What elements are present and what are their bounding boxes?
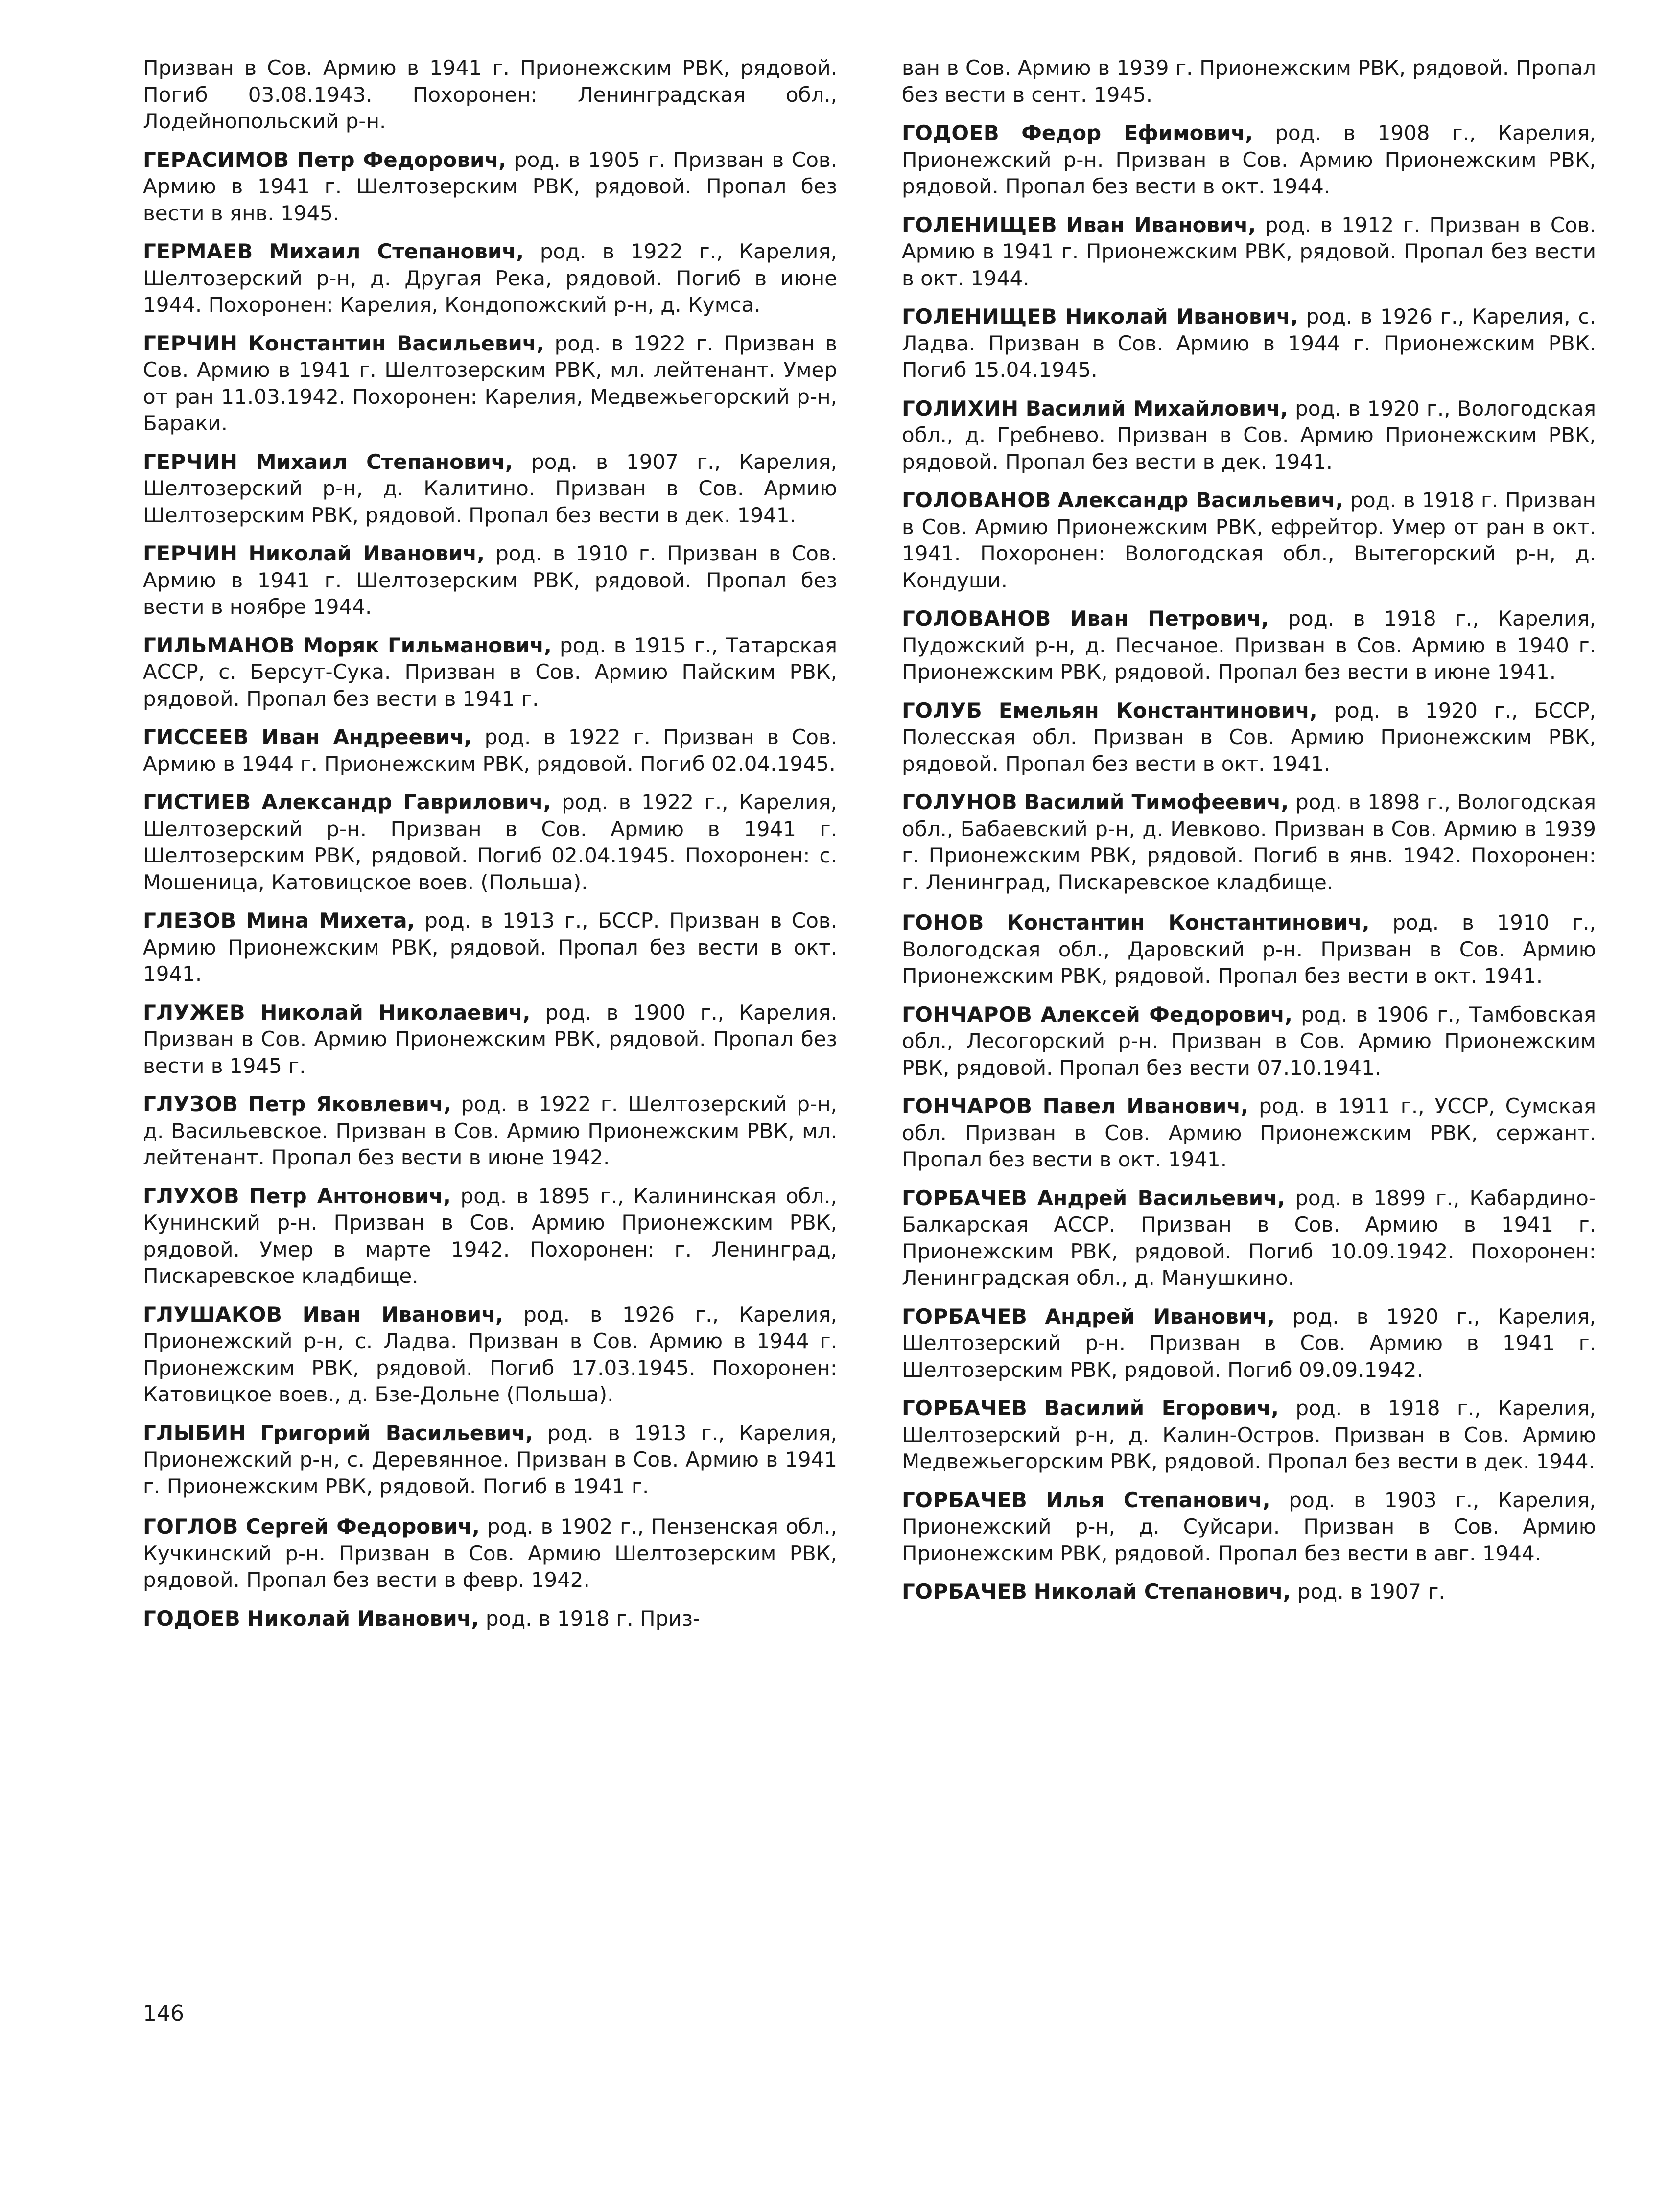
entry-text: род. в 1920 г., Вологодская обл., д. Гребнево. Призван в Сов. Армию Прионежским РВК, рядовой. Пропал без вести в дек. 1941. bbox=[902, 396, 1596, 474]
entry-surname: ГОДОЕВ bbox=[143, 1606, 241, 1630]
entry-text: род. в 1899 г., Кабардино-Балкарская АССР. Призван в Сов. Армию в 1941 г. Прионежским РВК, рядовой. Погиб 10.09.1942. Похоронен: Ленинградская обл., д. Манушкино. bbox=[902, 1186, 1596, 1290]
entry-names: Василий Егорович, bbox=[1044, 1396, 1279, 1420]
entry-surname: ГОРБАЧЕВ bbox=[902, 1580, 1028, 1604]
entry bbox=[143, 908, 837, 988]
entry-surname: ГИСТИЕВ bbox=[143, 790, 251, 814]
entry-text: род. в 1918 г., Карелия, Шелтозерский р-н, д. Калин-Остров. Призван в Сов. Армию Медвежьегорским РВК, рядовой. Пропал без вести в дек. 1944. bbox=[902, 1396, 1596, 1473]
entry-surname: ГОЛЕНИЩЕВ bbox=[902, 304, 1057, 328]
entry-text: род. в 1898 г., Вологодская обл., Бабаевский р-н, д. Иевково. Призван в Сов. Армию в 1939 г. Прионежским РВК, рядовой. Погиб в янв. 1942. Похоронен: г. Ленинград, Пискаревское кладбище. bbox=[902, 790, 1597, 894]
entry-surname: ГЛЫБИН bbox=[143, 1420, 246, 1445]
entry-text: род. в 1913 г., БССР. Призван в Сов. Армию Прионежским РВК, рядовой. Пропал без вести в окт. 1941. bbox=[143, 908, 838, 986]
entry-names: Иван Андреевич, bbox=[261, 725, 472, 749]
entry bbox=[143, 1513, 837, 1594]
entry-names: Иван Иванович, bbox=[302, 1302, 503, 1327]
entry-text: род. в 1922 г., Карелия, Шелтозерский р-н, д. Другая Река, рядовой. Погиб в июне 1944. Похоронен: Карелия, Кондопожский р-н, д. Кумса. bbox=[143, 239, 837, 317]
entry-surname: ГОНЧАРОВ bbox=[902, 1002, 1033, 1026]
entry bbox=[143, 1091, 837, 1171]
entry bbox=[902, 698, 1596, 778]
entry bbox=[143, 1302, 837, 1408]
entry bbox=[143, 147, 837, 227]
entry-surname: ГИССЕЕВ bbox=[143, 725, 249, 749]
entry-text: род. в 1926 г., Карелия, Прионежский р-н, с. Ладва. Призван в Сов. Армию в 1944 г. Прионежским РВК, рядовой. Погиб 17.03.1945. Похоронен: Катовицкое воев., д. Бзе-Дольне (Польша). bbox=[143, 1302, 838, 1406]
entry-text: род. в 1918 г. Приз- bbox=[485, 1606, 701, 1630]
entry bbox=[143, 1420, 837, 1500]
entry bbox=[902, 1093, 1596, 1173]
entry bbox=[143, 1183, 837, 1290]
entry-names: Николай Иванович, bbox=[247, 1606, 479, 1630]
entry-names: Константин Константинович, bbox=[1007, 910, 1370, 934]
entry-names: Константин Васильевич, bbox=[248, 331, 544, 355]
entry-surname: ГЛЕЗОВ bbox=[143, 908, 236, 932]
entry-names: Василий Тимофеевич, bbox=[1024, 790, 1289, 814]
entry-text: род. в 1910 г. Призван в Сов. Армию в 1941 г. Шелтозерским РВК, рядовой. Пропал без вести в ноябре 1944. bbox=[143, 541, 837, 619]
entry: Призван в Сов. Армию в 1941 г. Прионежским РВК, рядовой. Погиб 03.08.1943. Похоронен: Ленинградская обл., Лодейнопольский р-н. bbox=[143, 56, 837, 133]
entry-surname: ГЛУЖЕВ bbox=[143, 1000, 246, 1025]
entry bbox=[902, 789, 1596, 896]
entry-names: Илья Степанович, bbox=[1046, 1488, 1270, 1512]
entry-names: Сергей Федорович, bbox=[245, 1514, 480, 1538]
entry-text: род. в 1920 г., БССР, Полесская обл. Призван в Сов. Армию Прионежским РВК, рядовой. Пропал без вести в окт. 1941. bbox=[902, 698, 1596, 776]
page-number: 146 bbox=[143, 2001, 184, 2026]
entry bbox=[143, 330, 837, 437]
entry-surname: ГОЛУНОВ bbox=[902, 790, 1018, 814]
entry-surname: ГОРБАЧЕВ bbox=[902, 1186, 1028, 1210]
entry-names: Николай Иванович, bbox=[248, 541, 485, 565]
entry-names: Михаил Степанович, bbox=[256, 449, 513, 474]
entry-names: Александр Гаврилович, bbox=[261, 790, 551, 814]
entry-surname: ГЛУХОВ bbox=[143, 1184, 240, 1208]
entry-text: род. в 1908 г., Карелия, Прионежский р-н. Призван в Сов. Армию Прионежским РВК, рядовой. Пропал без вести в окт. 1944. bbox=[902, 121, 1596, 198]
entry bbox=[902, 120, 1596, 200]
entry-text: род. в 1900 г., Карелия. Призван в Сов. Армию Прионежским РВК, рядовой. Пропал без вести в 1945 г. bbox=[143, 1000, 838, 1078]
left-column bbox=[143, 55, 837, 1644]
entry bbox=[143, 1000, 837, 1080]
entry-text: род. в 1903 г., Карелия, Прионежский р-н, д. Суйсари. Призван в Сов. Армию Прионежским РВК, рядовой. Пропал без вести в авг. 1944. bbox=[902, 1488, 1596, 1565]
entry-text: род. в 1907 г., Карелия, Шелтозерский р-н, д. Калитино. Призван в Сов. Армию Шелтозерским РВК, рядовой. Пропал без вести в дек. 1941. bbox=[143, 449, 837, 527]
entry-names: Моряк Гильманович, bbox=[303, 633, 552, 657]
right-column bbox=[902, 55, 1596, 1617]
entry-text: род. в 1911 г., УССР, Сумская обл. Призван в Сов. Армию Прионежским РВК, сержант. Пропал без вести в окт. 1941. bbox=[902, 1094, 1596, 1171]
entry bbox=[902, 1185, 1596, 1292]
entry-surname: ГОЛОВАНОВ bbox=[902, 606, 1051, 630]
entry bbox=[143, 789, 837, 896]
entry-surname: ГИЛЬМАНОВ bbox=[143, 633, 295, 657]
entry bbox=[143, 1606, 837, 1632]
entry bbox=[902, 1579, 1596, 1606]
entry-text: род. в 1907 г. bbox=[1297, 1580, 1445, 1604]
entry-text: род. в 1915 г., Татарская АССР, с. Берсут-Сука. Призван в Сов. Армию Пайским РВК, рядовой. Пропал без вести в 1941 г. bbox=[143, 633, 837, 711]
entry-surname: ГЛУЗОВ bbox=[143, 1092, 238, 1116]
entry-text: род. в 1913 г., Карелия, Прионежский р-н, с. Деревянное. Призван в Сов. Армию в 1941 г. Прионежским РВК, рядовой. Погиб в 1941 г. bbox=[143, 1420, 837, 1498]
entry bbox=[902, 487, 1596, 594]
entry bbox=[902, 396, 1596, 476]
entry-text: род. в 1906 г., Тамбовская обл., Лесогорский р-н. Призван в Сов. Армию Прионежским РВК, рядовой. Пропал без вести 07.10.1941. bbox=[902, 1002, 1596, 1080]
entry-names: Михаил Степанович, bbox=[269, 239, 524, 263]
entry-text: род. в 1922 г. Призван в Сов. Армию в 1941 г. Шелтозерским РВК, мл. лейтенант. Умер от ран 11.03.1942. Похоронен: Карелия, Медвежьегорский р-н, Бараки. bbox=[143, 331, 837, 435]
entry bbox=[902, 1304, 1596, 1384]
entry-surname: ГЛУШАКОВ bbox=[143, 1302, 282, 1327]
entry: ван в Сов. Армию в 1939 г. Прионежским РВК, рядовой. Пропал без вести в сент. 1945. bbox=[902, 56, 1596, 107]
entry-names: Петр Яковлевич, bbox=[248, 1092, 451, 1116]
entry-names: Павел Иванович, bbox=[1042, 1094, 1249, 1118]
entry-names: Петр Федорович, bbox=[297, 147, 507, 172]
entry bbox=[902, 605, 1596, 686]
entry-text: род. в 1922 г. Призван в Сов. Армию в 1944 г. Прионежским РВК, рядовой. Погиб 02.04.1945. bbox=[143, 725, 837, 776]
entry-surname: ГЕРАСИМОВ bbox=[143, 147, 289, 172]
entry-names: Андрей Иванович, bbox=[1045, 1304, 1275, 1328]
entry-names: Николай Николаевич, bbox=[260, 1000, 531, 1025]
entry bbox=[143, 632, 837, 713]
entry-text: род. в 1920 г., Карелия, Шелтозерский р-н. Призван в Сов. Армию в 1941 г. Шелтозерским РВК, рядовой. Погиб 09.09.1942. bbox=[902, 1304, 1596, 1382]
entry-surname: ГОЛУБ bbox=[902, 698, 983, 722]
entry-text: род. в 1922 г., Карелия, Шелтозерский р-н. Призван в Сов. Армию в 1941 г. Шелтозерским РВК, рядовой. Погиб 02.04.1945. Похоронен: с. Мошеница, Катовицское воев. (Польша). bbox=[143, 790, 837, 894]
entry-surname: ГОДОЕВ bbox=[902, 121, 1000, 145]
entry-surname: ГЕРЧИН bbox=[143, 331, 238, 355]
entry-surname: ГОЛОВАНОВ bbox=[902, 488, 1051, 512]
entry-surname: ГЕРЧИН bbox=[143, 449, 238, 474]
entry bbox=[902, 909, 1596, 990]
entry-names: Иван Иванович, bbox=[1066, 212, 1256, 237]
entry-names: Петр Антонович, bbox=[249, 1184, 451, 1208]
entry-names: Василий Михайлович, bbox=[1025, 396, 1288, 420]
entry-text: род. в 1926 г., Карелия, с. Ладва. Призван в Сов. Армию в 1944 г. Прионежским РВК. Погиб 15.04.1945. bbox=[902, 304, 1596, 382]
entry-text: род. в 1918 г. Призван в Сов. Армию Прионежским РВК, ефрейтор. Умер от ран в окт. 1941. Похоронен: Вологодская обл., Вытегорский р-н, д. Кондуши. bbox=[902, 488, 1596, 592]
entry-surname: ГОЛЕНИЩЕВ bbox=[902, 212, 1057, 237]
entry-names: Андрей Васильевич, bbox=[1037, 1186, 1285, 1210]
entry bbox=[902, 1395, 1596, 1475]
entry-surname: ГОНЧАРОВ bbox=[902, 1094, 1033, 1118]
entry-surname: ГЕРЧИН bbox=[143, 541, 238, 565]
entry bbox=[143, 449, 837, 529]
entry-surname: ГОГЛОВ bbox=[143, 1514, 238, 1538]
entry-names: Алексей Федорович, bbox=[1040, 1002, 1292, 1026]
entry-names: Григорий Васильевич, bbox=[260, 1420, 534, 1445]
entry-names: Александр Васильевич, bbox=[1057, 488, 1343, 512]
entry-surname: ГОНОВ bbox=[902, 910, 984, 934]
entry-names: Иван Петрович, bbox=[1070, 606, 1269, 630]
entry-surname: ГОРБАЧЕВ bbox=[902, 1396, 1028, 1420]
entry-names: Николай Степанович, bbox=[1034, 1580, 1291, 1604]
entry-names: Емельян Константинович, bbox=[998, 698, 1317, 722]
entry bbox=[902, 303, 1596, 384]
entry-names: Мина Михета, bbox=[246, 908, 415, 932]
entry-text: род. в 1905 г. Призван в Сов. Армию в 1941 г. Шелтозерским РВК, рядовой. Пропал без вести в янв. 1945. bbox=[143, 147, 838, 225]
entry-text: род. в 1895 г., Калининская обл., Кунинский р-н. Призван в Сов. Армию Прионежским РВК, рядовой. Умер в марте 1942. Похоронен: г. Ленинград, Пискаревское кладбище. bbox=[143, 1184, 837, 1288]
entry bbox=[902, 1487, 1596, 1567]
entry-names: Федор Ефимович, bbox=[1021, 121, 1253, 145]
entry bbox=[902, 212, 1596, 292]
entry-names: Николай Иванович, bbox=[1065, 304, 1298, 328]
entry-surname: ГОРБАЧЕВ bbox=[902, 1488, 1028, 1512]
entry bbox=[143, 238, 837, 319]
entry bbox=[902, 1001, 1596, 1082]
entry-text: род. в 1910 г., Вологодская обл., Даровский р-н. Призван в Сов. Армию Прионежским РВК, рядовой. Пропал без вести в окт. 1941. bbox=[902, 910, 1596, 988]
entry-text: род. в 1902 г., Пензенская обл., Кучкинский р-н. Призван в Сов. Армию Шелтозерским РВК, рядовой. Пропал без вести в февр. 1942. bbox=[143, 1514, 837, 1592]
entry-surname: ГОЛИХИН bbox=[902, 396, 1019, 420]
entry-text: род. в 1922 г. Шелтозерский р-н, д. Васильевское. Призван в Сов. Армию Прионежским РВК, мл. лейтенант. Пропал без вести в июне 1942. bbox=[143, 1092, 838, 1169]
entry-surname: ГОРБАЧЕВ bbox=[902, 1304, 1028, 1328]
entry bbox=[143, 724, 837, 777]
entry-text: род. в 1918 г., Карелия, Пудожский р-н, д. Песчаное. Призван в Сов. Армию в 1940 г. Прионежским РВК, рядовой. Пропал без вести в июне 1941. bbox=[902, 606, 1596, 684]
entry bbox=[143, 540, 837, 621]
entry-text: род. в 1912 г. Призван в Сов. Армию в 1941 г. Прионежским РВК, рядовой. Пропал без вести в окт. 1944. bbox=[902, 212, 1596, 290]
entry-surname: ГЕРМАЕВ bbox=[143, 239, 253, 263]
